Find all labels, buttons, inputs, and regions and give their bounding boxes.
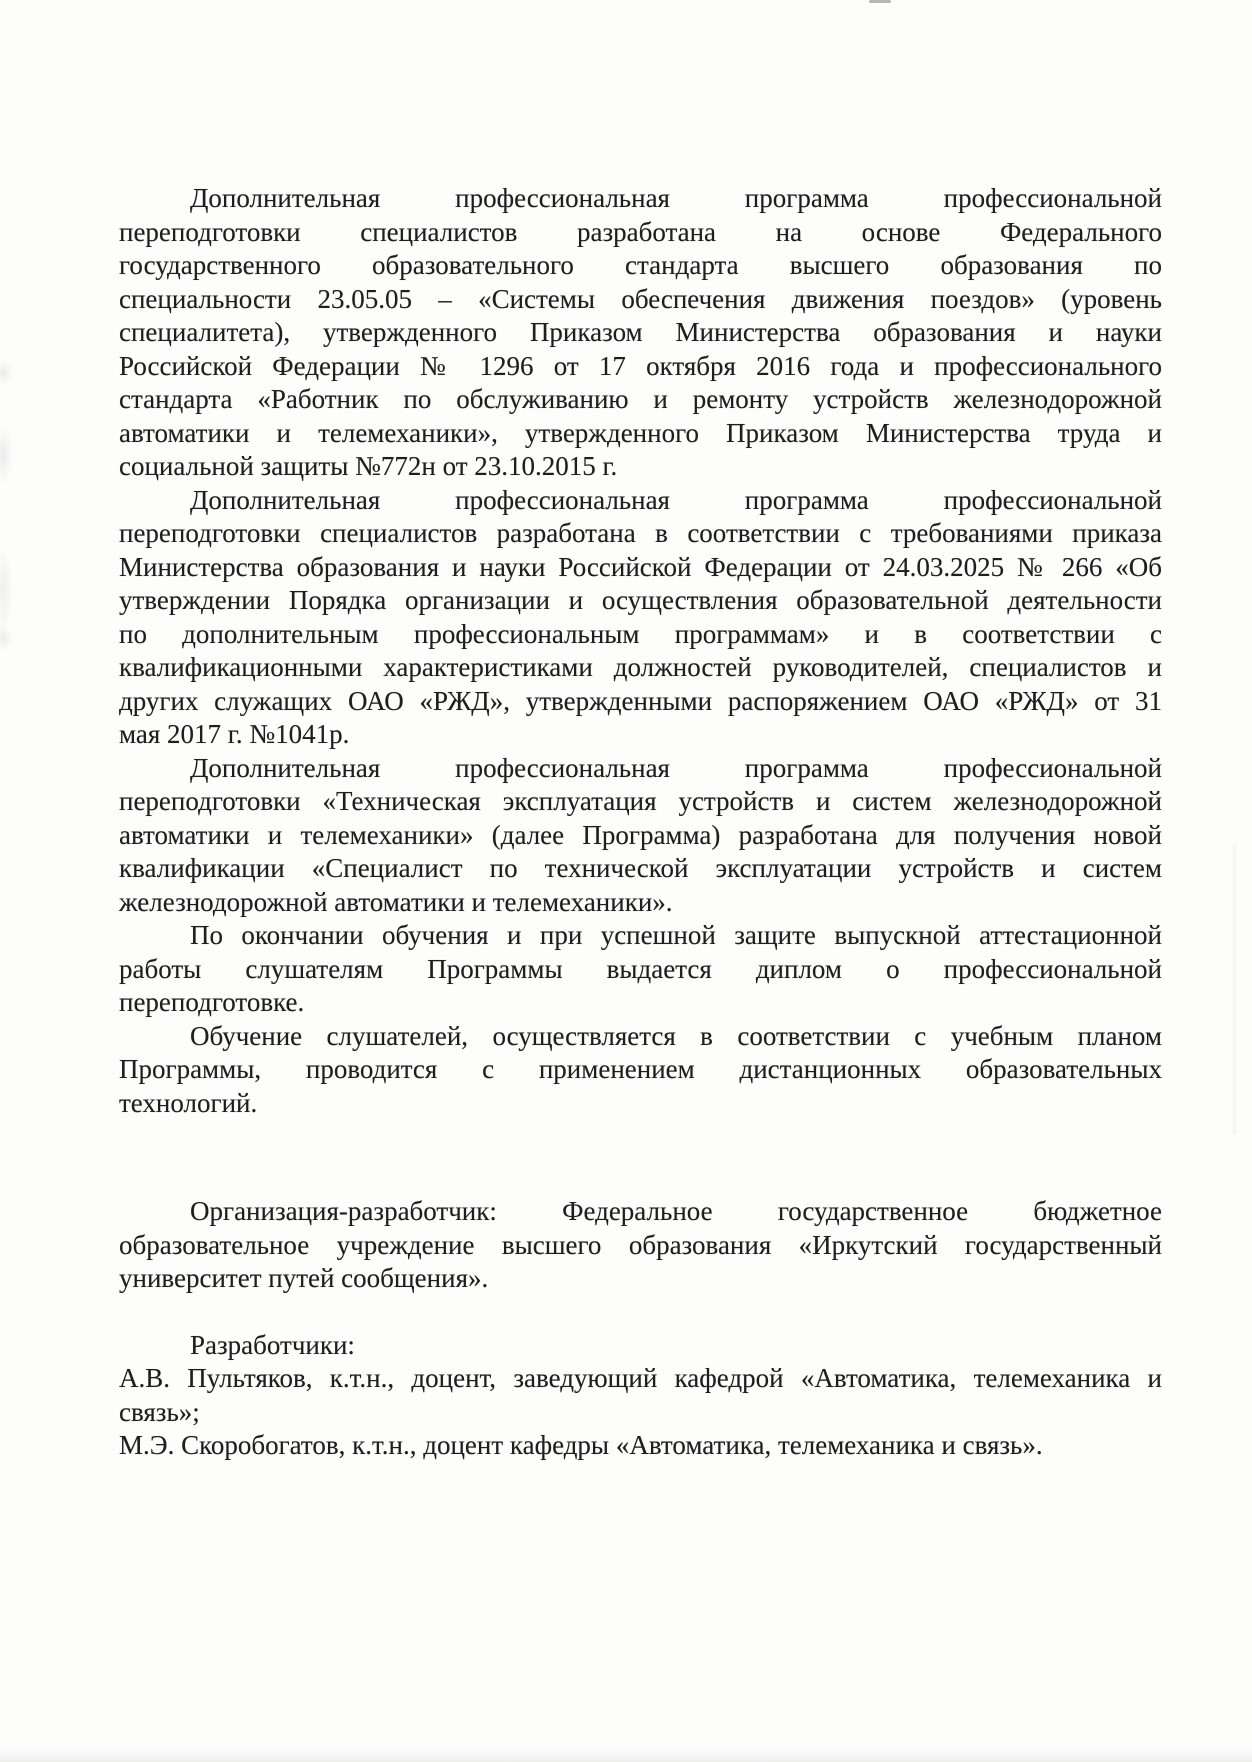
text-line: стандарта «Работник по обслуживанию и ремонту устройств железнодорожной xyxy=(119,384,1162,414)
document-text-block xyxy=(119,182,1162,1463)
text-line: других служащих ОАО «РЖД», утвержденными распоряжением ОАО «РЖД» от 31 xyxy=(119,685,1162,716)
text-line: Министерства образования и науки Российской Федерации от 24.03.2025 № 266 «Об xyxy=(119,551,1162,582)
text-line: По окончании обучения и при успешной защите выпускной аттестационной xyxy=(190,920,1162,950)
text-line: Программы, проводится с применением дистанционных образовательных xyxy=(119,1054,1162,1084)
text-line: переподготовки «Техническая эксплуатация устройств и систем железнодорожной xyxy=(119,786,1162,816)
text-line: Разработчики: xyxy=(190,1329,355,1360)
text-line: социальной защиты №772н от 23.10.2015 г. xyxy=(119,451,618,481)
paragraph-developer-skorobogatov xyxy=(119,1429,1162,1463)
text-line: квалификационными характеристиками должностей руководителей, специалистов и xyxy=(119,652,1162,682)
text-line: связь»; xyxy=(119,1396,200,1427)
text-line: университет путей сообщения». xyxy=(119,1263,489,1293)
scan-artifact-bottom-band xyxy=(0,1748,1252,1762)
paragraph-diploma xyxy=(119,919,1162,1020)
text-line: Обучение слушателей, осуществляется в соответствии с учебным планом xyxy=(190,1020,1162,1051)
text-line: М.Э. Скоробогатов, к.т.н., доцент кафедры «Автоматика, телемеханика и связь». xyxy=(119,1430,1043,1460)
paragraph-developer-pultyakov xyxy=(119,1362,1162,1429)
text-line: железнодорожной автоматики и телемеханики». xyxy=(119,886,673,917)
text-line: Дополнительная профессиональная программа профессиональной xyxy=(190,183,1162,213)
text-line: образовательное учреждение высшего образования «Иркутский государственный xyxy=(119,1229,1162,1260)
scan-artifact-right-streak xyxy=(1233,845,1236,1135)
text-line: автоматики и телемеханики», утвержденного Приказом Министерства труда и xyxy=(119,417,1162,448)
paragraph-fgos-basis xyxy=(119,182,1162,484)
paragraph-program-name xyxy=(119,752,1162,920)
scan-artifact-edge-smudge xyxy=(0,625,14,651)
paragraph-developers-heading xyxy=(119,1329,1162,1363)
text-line: специалитета), утвержденного Приказом Министерства образования и науки xyxy=(119,317,1162,347)
text-line: по дополнительным профессиональным программам» и в соответствии с xyxy=(119,618,1162,649)
text-line: мая 2017 г. №1041р. xyxy=(119,719,350,749)
text-line: переподготовке. xyxy=(119,987,305,1017)
scan-artifact-top-tick xyxy=(869,0,891,3)
text-line: Дополнительная профессиональная программа профессиональной xyxy=(190,484,1162,515)
text-line: специальности 23.05.05 – «Системы обеспечения движения поездов» (уровень xyxy=(119,283,1162,314)
text-line: государственного образовательного стандарта высшего образования по xyxy=(119,250,1162,280)
text-line: Организация-разработчик: Федеральное государственное бюджетное xyxy=(190,1196,1162,1226)
scan-artifact-edge-smudge xyxy=(0,360,14,386)
text-line: автоматики и телемеханики» (далее Программа) разработана для получения новой xyxy=(119,819,1162,850)
text-line: Российской Федерации № 1296 от 17 октября 2016 года и профессионального xyxy=(119,350,1162,381)
text-line: квалификации «Специалист по технической эксплуатации устройств и систем xyxy=(119,853,1162,883)
text-line: утверждении Порядка организации и осуществления образовательной деятельности xyxy=(119,585,1162,615)
text-line: работы слушателям Программы выдается диплом о профессиональной xyxy=(119,953,1162,984)
text-line: переподготовки специалистов разработана на основе Федерального xyxy=(119,216,1162,247)
text-line: технологий. xyxy=(119,1087,258,1118)
scan-artifact-edge-smudge xyxy=(0,545,14,635)
paragraph-distance-learning xyxy=(119,1020,1162,1121)
text-line: Дополнительная профессиональная программа профессиональной xyxy=(190,752,1162,783)
paragraph-developer-organization xyxy=(119,1195,1162,1296)
text-line: переподготовки специалистов разработана в соответствии с требованиями приказа xyxy=(119,518,1162,548)
paragraph-order-requirements xyxy=(119,484,1162,752)
scan-artifact-edge-smudge xyxy=(0,425,14,485)
text-line: А.В. Пультяков, к.т.н., доцент, заведующий кафедрой «Автоматика, телемеханика и xyxy=(119,1363,1162,1393)
